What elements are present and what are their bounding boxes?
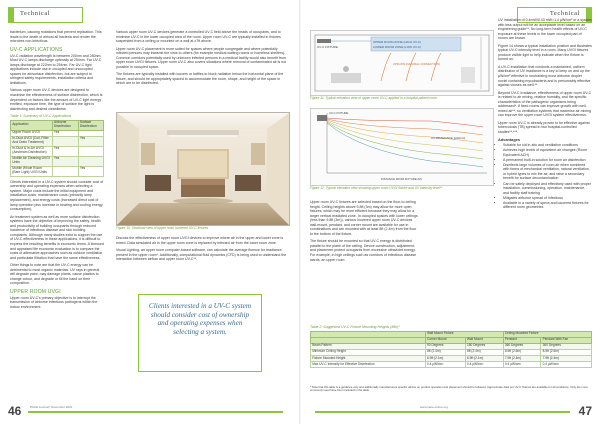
- heading-advantages: Advantages: [498, 136, 521, 142]
- table-cell: 360 Degrees: [503, 343, 541, 349]
- paragraph: The fixtures are typically installed with louvers or baffles to block radiation below the horizontal plane of the fixture, and should be appropriately spaced to accommodate the room, shape, and height of the space in which are to be disinfected.: [116, 72, 284, 86]
- paragraph: Figure 14 shows a typical installation position and illustrates typical UV-C intensity level in a room. Many UVGI fixtures produce visible light to help indicate when the fixture is turned on.: [498, 43, 592, 62]
- table-cell: Minimum Ceiling Height: [311, 349, 426, 355]
- list-item: • Can be safely deployed and effectively used with proper installation, commissioning, operation, maintenance, and facility staff training: [503, 182, 592, 196]
- table-cell: [78, 156, 103, 166]
- footer-text-right: www.pace-online.org: [420, 405, 448, 409]
- paragraph: Upper room UV-C placement is more suited for spaces where people congregate and where potentially infected persons may transmit the virus to others (for example medical waiting rooms or homeless shelters). Common corridors potentially used by unknown infected persons in a medical facility would also benefit from upper room UVGI fixtures. Upper room UV-C also covers situations where removal of contaminated air is not possible in occupied space.: [116, 46, 287, 69]
- fig12-label-fixture: UV-C FIXTURE: [329, 111, 349, 115]
- table-cell: Yes: [52, 156, 78, 166]
- table-2-caption: Table 2: Suggested UV-C Fixture Mounting Heights (Min)*: [310, 325, 400, 329]
- room-interior-image: [117, 113, 289, 225]
- fig11-label-upper-zone: UPPER ROOM ZONE (HIGH UV-C): [373, 40, 422, 44]
- pull-quote: [138, 294, 262, 372]
- list-item: • Achieves high levels of equivalent air changes (Room Equivalent ACH): [503, 148, 592, 157]
- list-item: • Disinfects large volumes of room air when combined with forms of mechanical ventilation, natural ventilation, or hybrid types to mix the air, and raise a secondary benefit for surface decontamination: [503, 163, 592, 181]
- table-cell: Yes: [52, 130, 78, 136]
- figure-11-diagram: [310, 30, 494, 96]
- paragraph: Other things to note are that the UV-C energy can be detrimental to most organic materials. UV rays in general will degrade paint, may damage plants, cause plastics to change colour, and degrade or fill the band on their composition.: [10, 263, 100, 286]
- left-column-2: [116, 30, 288, 89]
- paragraph: Visual Lighting, an upper room computer-based software, can calculate the average fluence for irradiance present in the upper room*. Additionally, computational fluid dynamics (CFD) is being used to understand the interaction between airflow and upper room UV-C**.: [116, 248, 287, 262]
- table-cell: 6.9ft (2.1m): [465, 355, 503, 361]
- paragraph: UV installation of 0.4mW/0.43 mW=1.4 µW/cm² or a system with less output will be an acceptable level based on an engineering guide**. No long-term health effects of UV-C exposure at these levels in the lower occupied part of rooms are known.: [498, 18, 592, 41]
- table-cell: 0.4 µW/cm²: [541, 362, 592, 368]
- pull-quote-text: Clients interested in a UV-C system should consider cost of ownership and operating expenses when selecting a system.: [148, 302, 252, 336]
- right-footer: [300, 402, 600, 422]
- table-header-cell: Wall Mount: [465, 337, 503, 343]
- table-header-cell: Wall Mount Fixture: [425, 331, 503, 337]
- section-tab-left-label: Technical: [20, 10, 51, 17]
- left-column-2-continued: [116, 236, 288, 265]
- table-header-cell: Pendant: [503, 337, 541, 343]
- table-row: [11, 136, 104, 146]
- section-tab-left: [8, 7, 83, 23]
- list-item: • Suitable for old in-situ and ventilation conditions: [503, 143, 592, 148]
- paragraph: Clients interested in a UV-C system should consider cost of ownership and operating expenses when selecting a system. Major costs include the initial equipment and installation costs, maintenance costs (primarily lamp replacement), and energy costs (increased direct cost of lamp operation plus increase in heating and cooling energy consumption).: [10, 179, 104, 212]
- table-cell: 360 Degrees: [541, 343, 592, 349]
- paragraph: Discuss the effectiveness of upper room UVGI devices to improve where air in the upper and lower zone is mixed. Data simulated air in the upper room zone is replaced by infected air from the lower room zone.: [116, 236, 284, 245]
- room-elevation-diagram: [311, 31, 493, 95]
- table-cell: 6.9ft (2.1m): [425, 355, 465, 361]
- table-cell: Max UV-C Intensity for Effective Disinfection: [311, 362, 426, 368]
- table-row: [11, 156, 104, 166]
- room-photo: [116, 112, 290, 226]
- table-cell: Yes: [78, 166, 103, 176]
- table-header-row: [11, 120, 104, 130]
- figure-12-diagram: [310, 108, 494, 186]
- table-cell: [52, 136, 78, 146]
- advantages-list: [498, 143, 592, 210]
- heading-upper-room-uvgi: UPPER ROOM UVGI: [10, 288, 61, 295]
- table-cell: Mobile Air Cleaning UVGI Units: [11, 156, 53, 166]
- uv-intensity-diagram: [311, 109, 493, 185]
- table-cell: 8ft (2.4m): [425, 349, 465, 355]
- table-2-block: [310, 322, 592, 368]
- table-cell: 7.9ft (2.4m): [503, 355, 541, 361]
- paragraph: Various upper room UV-C devices are designed to maximise the effectiveness of surface disinfection, which is dependent on factors like the amount of UV-C light energy emitted, exposure time, the type of surface the light is disinfecting and desired cleanliness.: [10, 88, 103, 111]
- table-cell: [52, 166, 78, 176]
- table-cell: Yes: [78, 136, 103, 146]
- paragraph: An treatment system as well as more surface disinfection systems have the objective of improving the safety, health and productivity of building occupants through reduced incidence of infectious disease and sick building complaints. Although many studies exist to support the use of UV-C effectiveness in these applications, it is difficult to express the resulting benefits in economic terms. A licensed and appraised life economic evaluation is to compare the costs of alternative approaches such as outdoor ventilation and particulate filtration that have the same effectiveness.: [10, 214, 104, 260]
- table-cell: 90 Degrees: [425, 343, 465, 349]
- table-cell: 180 Degrees: [465, 343, 503, 349]
- paragraph: Beyond UV-C irradiance, effectiveness of upper room UV-C is related to air mixing, relative humidity, and the specific characteristics of the pathogenic organisms being addressed*. If fixed rooms can improve growth with well-mixed air**, so ventilation systems that maximise air mixing can improve the upper room UVGI system effectiveness.: [498, 90, 592, 118]
- table-cell: 8.5ft (2.6m): [503, 349, 541, 355]
- table-cell: Yes: [52, 146, 78, 156]
- fig11-label-upflow: UPFLOW (NATURAL CONVECTION): [393, 62, 440, 66]
- table-cell: 0.4 µW/cm²: [503, 362, 541, 368]
- table-footnote: * Note that this table is a guidance only and additionally manufacturers specific advice on product operation and placement should be followed. Approximate data per UV-C fixtures are available for all conditions. Only the most commonly used have been included in the table.: [310, 385, 588, 393]
- section-tab-right-label: Technical: [549, 10, 580, 17]
- left-column-1: [10, 30, 104, 313]
- footer-text-left: PACE Journal | November 2021: [30, 405, 73, 409]
- paragraph: Upper room UV-C is already proven to be effective against tuberculosis (TB) spread in two hospital-controlled studies**,***.: [498, 120, 590, 135]
- left-footer: [0, 402, 300, 422]
- figure-11-caption: Figure 11: Typical elevation view of upper room UV-C applied in a hospital patient room: [310, 96, 437, 100]
- table-1-caption: Table 1: Summary of UV-C Applications: [10, 114, 72, 119]
- paragraph: A UV-C installation that conducts a maintained, uniform distribution of UV irradiance is a key to keep on and up the µW/cm² effective in neutralizing most airborne droplet nuclei containing mycobacteria and is presumably effective against viruses as well.**: [498, 64, 591, 88]
- right-page: [300, 0, 600, 424]
- footer-bar-right: [315, 411, 570, 413]
- paragraph: bacterium, causing mutations that prevent replication. This leads to the death of almost all bacteria and render the microbes non-infectious.: [10, 30, 102, 44]
- paragraph: UV-C radiation wavelength is between 200nm and 280nm. Most UV-C lamps discharge optimally at 254nm. Far UV-C lamps discharge at 222nm to 254nm. Far UV-C light applications include use in occupied and unoccupied spaces for air/surface disinfection, but are subject to stringent safety requirements, installation criteria and limitations.: [10, 53, 102, 85]
- table-cell: Mobile Whole Room (Bare Light) UVGI Units: [11, 166, 53, 176]
- heading-uvc-applications: UV-C APPLICATIONS: [10, 46, 63, 53]
- table-cell: 0.4 µW/cm²: [425, 362, 465, 368]
- table-cell: 8.5ft (2.6m): [541, 349, 592, 355]
- table-header-cell: Application: [11, 120, 53, 130]
- paragraph: Upper room UV-C's primary objective is to interrupt the transmission of airborne infectious pathogens within the indoor environment.: [10, 295, 98, 309]
- paragraph: Various upper room UV-C devices generate a controlled UV-C field above the heads of occupants, and to minimise UV-C in the lower occupied area of the room. Upper room UV-C are typically installed in fixtures suspended from a ceiling or mounted on a wall at ≥7ft above.: [116, 30, 281, 44]
- table-cell: In-Duct & In-Air UVGI (Airstream Disinfection): [11, 146, 53, 156]
- table-uvc-applications: [10, 120, 104, 177]
- fig12-label-distance: DISTANCE FROM FIXTURE (M): [381, 177, 422, 181]
- page-number-left: 46: [8, 404, 22, 418]
- table-header-cell: Surface Disinfection: [78, 120, 103, 130]
- table-cell: 0.4 µW/cm²: [465, 362, 503, 368]
- list-item: • A permanent built-in solution for room air disinfection: [503, 158, 592, 163]
- table-row: [11, 166, 104, 176]
- right-column-1: [310, 200, 420, 265]
- table-row: [311, 362, 592, 368]
- list-item: • Mitigates airborne spread of infectious: [503, 196, 592, 201]
- table-cell: 7.9ft (2.4m): [541, 355, 592, 361]
- table-cell: Beam Pattern: [311, 343, 426, 349]
- table-mounting-heights: [310, 331, 592, 369]
- fig11-label-lower-zone: LOWER ROOM ZONE (LOW UV-C): [373, 45, 421, 49]
- fig11-label-fixture: UV-C FIXTURE: [317, 45, 338, 49]
- table-cell: 8ft (2.4m): [465, 349, 503, 355]
- table-header-cell: Corner Mount: [425, 337, 465, 343]
- table-header-cell: Ceiling Mounted Fixture: [503, 331, 591, 337]
- footer-bar-left: [28, 411, 283, 413]
- table-cell: Fixture Mounted Height: [311, 355, 426, 361]
- table-cell: [78, 146, 103, 156]
- figure-12-caption: Figure 12: Typical elevation view showing upper room UVGI fixture and UV intensity level**: [310, 186, 443, 190]
- table-header-cell: Pendant With Fan: [541, 337, 592, 343]
- figure-10-caption: Figure 10. Sectional view of upper room louvered UV-C fixtures: [116, 226, 209, 230]
- right-column-2: [498, 18, 592, 212]
- page-number-right: 47: [578, 404, 592, 418]
- paragraph: Upper room UV-C fixtures are selected based on the floor-to-ceiling height. Ceiling heights above 9.8ft (3m) may allow for more open fixtures, which may be more efficient because they may allow for a larger vertical irradiated zone. In occupied spaces with lower ceilings (less than 9.8ft (3m)), various louvered upper room UV-C devices wall-mount, pendant, and corner mount are available for use in combinations and are mounted with at least 8ft (2.4m) from the floor to the bottom of the fixture.: [310, 200, 418, 236]
- table-cell: In-Duct UVGI (Coil, Filter And Drain Treatment): [11, 136, 53, 146]
- table-cell: Upper Room UVGI: [11, 130, 53, 136]
- fig12-label-irradiance: UV IRRADIANCE (µW/cm²): [431, 136, 466, 140]
- table-row: [11, 146, 104, 156]
- list-item: • Available in a variety of specs and louvered fixtures for different room geometries: [503, 201, 592, 210]
- paragraph: The fixture should be mounted so that UV-C energy is distributed parallel to the plane of the ceiling. Device construction, adjustment, and placement protect occupants from excessive ultraviolet energy. For example, in high ceilings such as corridors of infectious disease wards, an upper room: [310, 239, 417, 262]
- table-header-cell: Airborne Disinfection: [52, 120, 78, 130]
